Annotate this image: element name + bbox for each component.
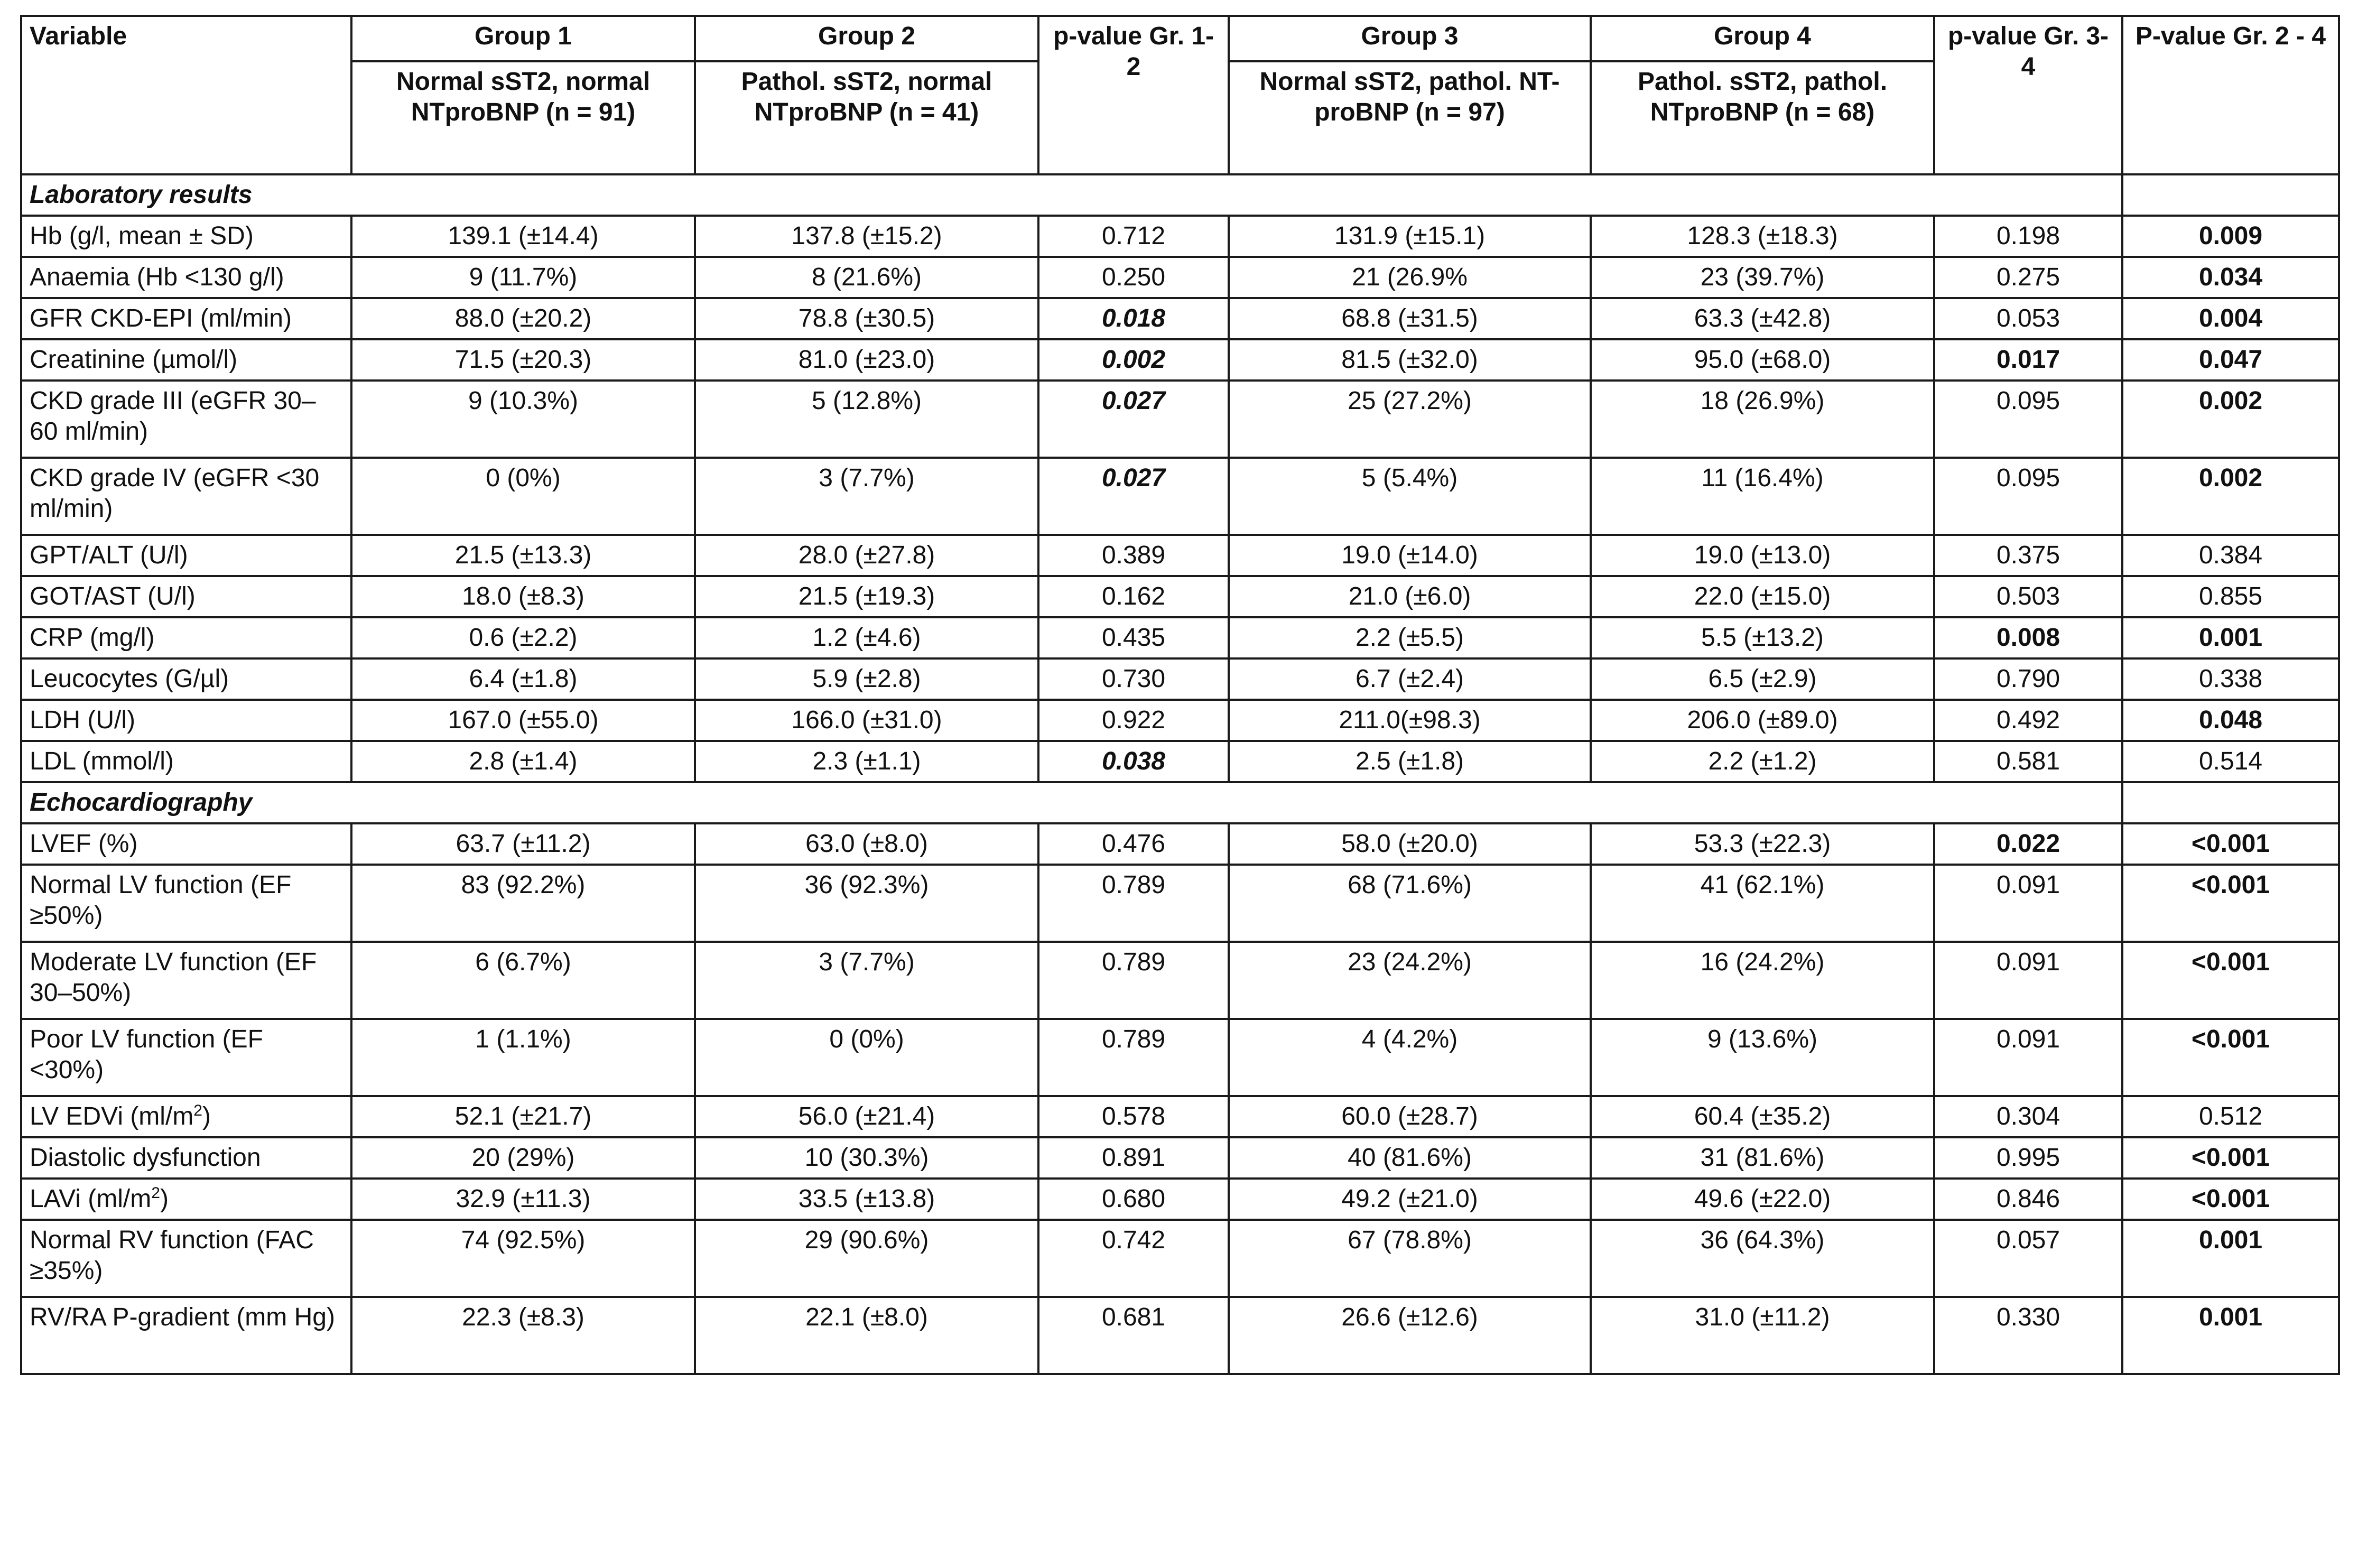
- cell-group2: 36 (92.3%): [695, 865, 1038, 942]
- cell-group3: 60.0 (±28.7): [1229, 1096, 1591, 1137]
- cell-group1: 71.5 (±20.3): [351, 339, 695, 381]
- cell-group4: 41 (62.1%): [1591, 865, 1934, 942]
- cell-variable: [21, 700, 351, 741]
- cell-group4: 2.2 (±1.2): [1591, 741, 1934, 782]
- cell-group4: 5.5 (±13.2): [1591, 617, 1934, 658]
- cell-variable: [21, 576, 351, 617]
- cell-group2: 22.1 (±8.0): [695, 1297, 1038, 1374]
- cell-group3: 25 (27.2%): [1229, 381, 1591, 458]
- cell-variable: [21, 1297, 351, 1374]
- cell-p24: <0.001: [2122, 1019, 2339, 1096]
- cell-group3: 81.5 (±32.0): [1229, 339, 1591, 381]
- header-p34: p-value Gr. 3-4: [1934, 16, 2122, 174]
- cell-group4: 128.3 (±18.3): [1591, 216, 1934, 257]
- cell-group3: 67 (78.8%): [1229, 1220, 1591, 1297]
- cell-group2: 21.5 (±19.3): [695, 576, 1038, 617]
- cell-p24: 0.004: [2122, 298, 2339, 339]
- cell-variable: [21, 535, 351, 576]
- cell-p12: 0.681: [1038, 1297, 1229, 1374]
- cell-group2: 56.0 (±21.4): [695, 1096, 1038, 1137]
- results-table-container: [20, 15, 2338, 1375]
- cell-group4: 31 (81.6%): [1591, 1137, 1934, 1179]
- cell-variable: [21, 339, 351, 381]
- cell-group2: 81.0 (±23.0): [695, 339, 1038, 381]
- cell-p34: 0.057: [1934, 1220, 2122, 1297]
- cell-group3: 49.2 (±21.0): [1229, 1179, 1591, 1220]
- cell-variable: [21, 298, 351, 339]
- table-row: [21, 381, 2339, 458]
- cell-p34: 0.091: [1934, 1019, 2122, 1096]
- cell-p24: 0.009: [2122, 216, 2339, 257]
- cell-p34: 0.091: [1934, 865, 2122, 942]
- cell-p12: 0.891: [1038, 1137, 1229, 1179]
- cell-p12: 0.002: [1038, 339, 1229, 381]
- cell-p12: 0.712: [1038, 216, 1229, 257]
- cell-p12: 0.922: [1038, 700, 1229, 741]
- cell-p24: <0.001: [2122, 865, 2339, 942]
- cell-p34: 0.095: [1934, 458, 2122, 535]
- cell-p24: 0.034: [2122, 257, 2339, 298]
- cell-group3: 26.6 (±12.6): [1229, 1297, 1591, 1374]
- cell-variable: [21, 381, 351, 458]
- cell-group2: 10 (30.3%): [695, 1137, 1038, 1179]
- cell-group1: 32.9 (±11.3): [351, 1179, 695, 1220]
- cell-group3: 131.9 (±15.1): [1229, 216, 1591, 257]
- cell-group3: 19.0 (±14.0): [1229, 535, 1591, 576]
- table-row: [21, 216, 2339, 257]
- cell-p24: 0.338: [2122, 658, 2339, 700]
- variable-label: GOT/AST (U/l): [30, 582, 196, 610]
- cell-p12: 0.027: [1038, 381, 1229, 458]
- cell-variable: [21, 1220, 351, 1297]
- cell-p24: <0.001: [2122, 1179, 2339, 1220]
- cell-group1: 20 (29%): [351, 1137, 695, 1179]
- cell-p12: 0.742: [1038, 1220, 1229, 1297]
- cell-group1: 139.1 (±14.4): [351, 216, 695, 257]
- table-row: [21, 298, 2339, 339]
- header-group1-sub: Normal sST2, normal NTproBNP (n = 91): [351, 61, 695, 174]
- cell-group2: 78.8 (±30.5): [695, 298, 1038, 339]
- cell-p24: 0.001: [2122, 617, 2339, 658]
- cell-group2: 28.0 (±27.8): [695, 535, 1038, 576]
- cell-variable: [21, 216, 351, 257]
- cell-group1: 21.5 (±13.3): [351, 535, 695, 576]
- cell-variable: [21, 1137, 351, 1179]
- cell-p34: 0.017: [1934, 339, 2122, 381]
- variable-superscript: 2: [151, 1184, 160, 1202]
- variable-tail: ): [202, 1102, 211, 1130]
- cell-group1: 167.0 (±55.0): [351, 700, 695, 741]
- section-empty-cell: [2122, 782, 2339, 823]
- cell-p34: 0.198: [1934, 216, 2122, 257]
- variable-label: GFR CKD-EPI (ml/min): [30, 304, 292, 332]
- cell-group2: 5 (12.8%): [695, 381, 1038, 458]
- variable-label: Hb (g/l, mean ± SD): [30, 222, 254, 250]
- table-row: [21, 257, 2339, 298]
- cell-p12: 0.389: [1038, 535, 1229, 576]
- cell-group1: 63.7 (±11.2): [351, 823, 695, 865]
- table-row: [21, 576, 2339, 617]
- cell-variable: [21, 658, 351, 700]
- cell-group4: 22.0 (±15.0): [1591, 576, 1934, 617]
- cell-group2: 5.9 (±2.8): [695, 658, 1038, 700]
- cell-group3: 4 (4.2%): [1229, 1019, 1591, 1096]
- cell-group4: 53.3 (±22.3): [1591, 823, 1934, 865]
- cell-group1: 0 (0%): [351, 458, 695, 535]
- cell-group3: 6.7 (±2.4): [1229, 658, 1591, 700]
- cell-p24: 0.002: [2122, 381, 2339, 458]
- variable-label: CRP (mg/l): [30, 624, 155, 652]
- table-row: [21, 458, 2339, 535]
- table-row: [21, 535, 2339, 576]
- cell-variable: [21, 1019, 351, 1096]
- cell-p34: 0.330: [1934, 1297, 2122, 1374]
- cell-group4: 9 (13.6%): [1591, 1019, 1934, 1096]
- cell-group4: 60.4 (±35.2): [1591, 1096, 1934, 1137]
- cell-group1: 6 (6.7%): [351, 942, 695, 1019]
- cell-group1: 0.6 (±2.2): [351, 617, 695, 658]
- cell-group1: 83 (92.2%): [351, 865, 695, 942]
- cell-group1: 18.0 (±8.3): [351, 576, 695, 617]
- cell-p24: 0.001: [2122, 1220, 2339, 1297]
- cell-p12: 0.476: [1038, 823, 1229, 865]
- cell-p34: 0.846: [1934, 1179, 2122, 1220]
- cell-p12: 0.250: [1038, 257, 1229, 298]
- cell-p12: 0.789: [1038, 942, 1229, 1019]
- cell-p24: <0.001: [2122, 942, 2339, 1019]
- header-group3-sub: Normal sST2, pathol. NT-proBNP (n = 97): [1229, 61, 1591, 174]
- cell-p34: 0.275: [1934, 257, 2122, 298]
- cell-group4: 31.0 (±11.2): [1591, 1297, 1934, 1374]
- header-group1: Group 1: [351, 16, 695, 61]
- cell-group1: 2.8 (±1.4): [351, 741, 695, 782]
- cell-p34: 0.995: [1934, 1137, 2122, 1179]
- table-row: [21, 741, 2339, 782]
- table-row: [21, 1019, 2339, 1096]
- cell-variable: [21, 1096, 351, 1137]
- cell-p34: 0.304: [1934, 1096, 2122, 1137]
- cell-group2: 33.5 (±13.8): [695, 1179, 1038, 1220]
- cell-group4: 23 (39.7%): [1591, 257, 1934, 298]
- cell-p24: <0.001: [2122, 823, 2339, 865]
- cell-group3: 68 (71.6%): [1229, 865, 1591, 942]
- variable-label: GPT/ALT (U/l): [30, 541, 188, 569]
- cell-group4: 6.5 (±2.9): [1591, 658, 1934, 700]
- cell-group2: 29 (90.6%): [695, 1220, 1038, 1297]
- variable-label: LAVi (ml/m: [30, 1185, 152, 1213]
- cell-group4: 95.0 (±68.0): [1591, 339, 1934, 381]
- cell-variable: [21, 257, 351, 298]
- header-group4: Group 4: [1591, 16, 1934, 61]
- cell-p34: 0.375: [1934, 535, 2122, 576]
- cell-group4: 63.3 (±42.8): [1591, 298, 1934, 339]
- variable-label: Anaemia (Hb <130 g/l): [30, 263, 284, 291]
- variable-label: CKD grade IV (eGFR <30 ml/min): [30, 464, 320, 523]
- table-row: [21, 1220, 2339, 1297]
- variable-label: LDH (U/l): [30, 706, 135, 734]
- cell-p24: 0.002: [2122, 458, 2339, 535]
- header-group2: Group 2: [695, 16, 1038, 61]
- table-row: [21, 1179, 2339, 1220]
- header-group3: Group 3: [1229, 16, 1591, 61]
- cell-group2: 137.8 (±15.2): [695, 216, 1038, 257]
- cell-p12: 0.730: [1038, 658, 1229, 700]
- cell-variable: [21, 458, 351, 535]
- cell-group4: 36 (64.3%): [1591, 1220, 1934, 1297]
- cell-p24: <0.001: [2122, 1137, 2339, 1179]
- table-row: [21, 658, 2339, 700]
- cell-group1: 9 (10.3%): [351, 381, 695, 458]
- cell-p34: 0.022: [1934, 823, 2122, 865]
- cell-group4: 19.0 (±13.0): [1591, 535, 1934, 576]
- cell-group3: 58.0 (±20.0): [1229, 823, 1591, 865]
- cell-p24: 0.855: [2122, 576, 2339, 617]
- cell-p24: 0.001: [2122, 1297, 2339, 1374]
- header-row-top: [21, 16, 2339, 61]
- cell-group4: 11 (16.4%): [1591, 458, 1934, 535]
- cell-p12: 0.789: [1038, 1019, 1229, 1096]
- cell-p12: 0.027: [1038, 458, 1229, 535]
- table-row: [21, 1297, 2339, 1374]
- cell-variable: [21, 865, 351, 942]
- variable-label: Creatinine (µmol/l): [30, 346, 238, 374]
- table-row: [21, 1137, 2339, 1179]
- cell-group2: 63.0 (±8.0): [695, 823, 1038, 865]
- cell-group3: 40 (81.6%): [1229, 1137, 1591, 1179]
- variable-label: Diastolic dysfunction: [30, 1144, 261, 1172]
- header-group4-sub: Pathol. sST2, pathol. NTproBNP (n = 68): [1591, 61, 1934, 174]
- cell-variable: [21, 942, 351, 1019]
- cell-p12: 0.578: [1038, 1096, 1229, 1137]
- cell-group2: 0 (0%): [695, 1019, 1038, 1096]
- table-row: [21, 942, 2339, 1019]
- cell-group2: 3 (7.7%): [695, 458, 1038, 535]
- cell-p34: 0.503: [1934, 576, 2122, 617]
- cell-group3: 211.0(±98.3): [1229, 700, 1591, 741]
- table-row: [21, 865, 2339, 942]
- cell-variable: [21, 1179, 351, 1220]
- cell-group2: 3 (7.7%): [695, 942, 1038, 1019]
- header-variable: Variable: [21, 16, 351, 174]
- cell-p34: 0.091: [1934, 942, 2122, 1019]
- cell-p34: 0.095: [1934, 381, 2122, 458]
- cell-p34: 0.008: [1934, 617, 2122, 658]
- table-row: [21, 1096, 2339, 1137]
- cell-group2: 166.0 (±31.0): [695, 700, 1038, 741]
- cell-p34: 0.581: [1934, 741, 2122, 782]
- cell-variable: [21, 741, 351, 782]
- table-row: [21, 700, 2339, 741]
- cell-p34: 0.053: [1934, 298, 2122, 339]
- section-title: Echocardiography: [21, 782, 2122, 823]
- cell-group2: 1.2 (±4.6): [695, 617, 1038, 658]
- header-p12: p-value Gr. 1-2: [1038, 16, 1229, 174]
- section-empty-cell: [2122, 174, 2339, 216]
- cell-group1: 52.1 (±21.7): [351, 1096, 695, 1137]
- cell-p34: 0.790: [1934, 658, 2122, 700]
- cell-p12: 0.038: [1038, 741, 1229, 782]
- variable-superscript: 2: [193, 1102, 202, 1119]
- variable-label: RV/RA P-gradient (mm Hg): [30, 1303, 335, 1331]
- cell-p24: 0.384: [2122, 535, 2339, 576]
- variable-label: Leucocytes (G/µl): [30, 665, 229, 693]
- cell-p34: 0.492: [1934, 700, 2122, 741]
- section-header-row: [21, 782, 2339, 823]
- section-header-row: [21, 174, 2339, 216]
- table-body: [21, 174, 2339, 1374]
- cell-p24: 0.048: [2122, 700, 2339, 741]
- variable-label: Moderate LV function (EF 30–50%): [30, 948, 317, 1007]
- table-row: [21, 339, 2339, 381]
- cell-group3: 21 (26.9%: [1229, 257, 1591, 298]
- cell-group3: 68.8 (±31.5): [1229, 298, 1591, 339]
- variable-label: LV EDVi (ml/m: [30, 1102, 194, 1130]
- cell-group3: 5 (5.4%): [1229, 458, 1591, 535]
- cell-group4: 16 (24.2%): [1591, 942, 1934, 1019]
- cell-variable: [21, 617, 351, 658]
- variable-label: LDL (mmol/l): [30, 747, 174, 775]
- cell-group1: 9 (11.7%): [351, 257, 695, 298]
- table-row: [21, 617, 2339, 658]
- header-p24: P-value Gr. 2 - 4: [2122, 16, 2339, 174]
- cell-group2: 8 (21.6%): [695, 257, 1038, 298]
- cell-group3: 23 (24.2%): [1229, 942, 1591, 1019]
- results-table: [20, 15, 2340, 1375]
- cell-group4: 206.0 (±89.0): [1591, 700, 1934, 741]
- cell-group3: 2.2 (±5.5): [1229, 617, 1591, 658]
- variable-label: Poor LV function (EF <30%): [30, 1025, 263, 1084]
- table-row: [21, 823, 2339, 865]
- cell-group1: 74 (92.5%): [351, 1220, 695, 1297]
- cell-p12: 0.789: [1038, 865, 1229, 942]
- cell-p12: 0.018: [1038, 298, 1229, 339]
- cell-p24: 0.512: [2122, 1096, 2339, 1137]
- variable-label: CKD grade III (eGFR 30–60 ml/min): [30, 387, 316, 446]
- cell-variable: [21, 823, 351, 865]
- cell-p24: 0.047: [2122, 339, 2339, 381]
- variable-tail: ): [160, 1185, 169, 1213]
- cell-p24: 0.514: [2122, 741, 2339, 782]
- cell-p12: 0.680: [1038, 1179, 1229, 1220]
- cell-group1: 22.3 (±8.3): [351, 1297, 695, 1374]
- cell-group1: 1 (1.1%): [351, 1019, 695, 1096]
- section-title: Laboratory results: [21, 174, 2122, 216]
- cell-group4: 18 (26.9%): [1591, 381, 1934, 458]
- cell-group3: 21.0 (±6.0): [1229, 576, 1591, 617]
- variable-label: Normal RV function (FAC ≥35%): [30, 1226, 314, 1285]
- variable-label: Normal LV function (EF ≥50%): [30, 871, 292, 930]
- variable-label: LVEF (%): [30, 830, 138, 858]
- cell-p12: 0.162: [1038, 576, 1229, 617]
- cell-group4: 49.6 (±22.0): [1591, 1179, 1934, 1220]
- header-group2-sub: Pathol. sST2, normal NTproBNP (n = 41): [695, 61, 1038, 174]
- cell-group1: 88.0 (±20.2): [351, 298, 695, 339]
- cell-group3: 2.5 (±1.8): [1229, 741, 1591, 782]
- cell-p12: 0.435: [1038, 617, 1229, 658]
- cell-group1: 6.4 (±1.8): [351, 658, 695, 700]
- cell-group2: 2.3 (±1.1): [695, 741, 1038, 782]
